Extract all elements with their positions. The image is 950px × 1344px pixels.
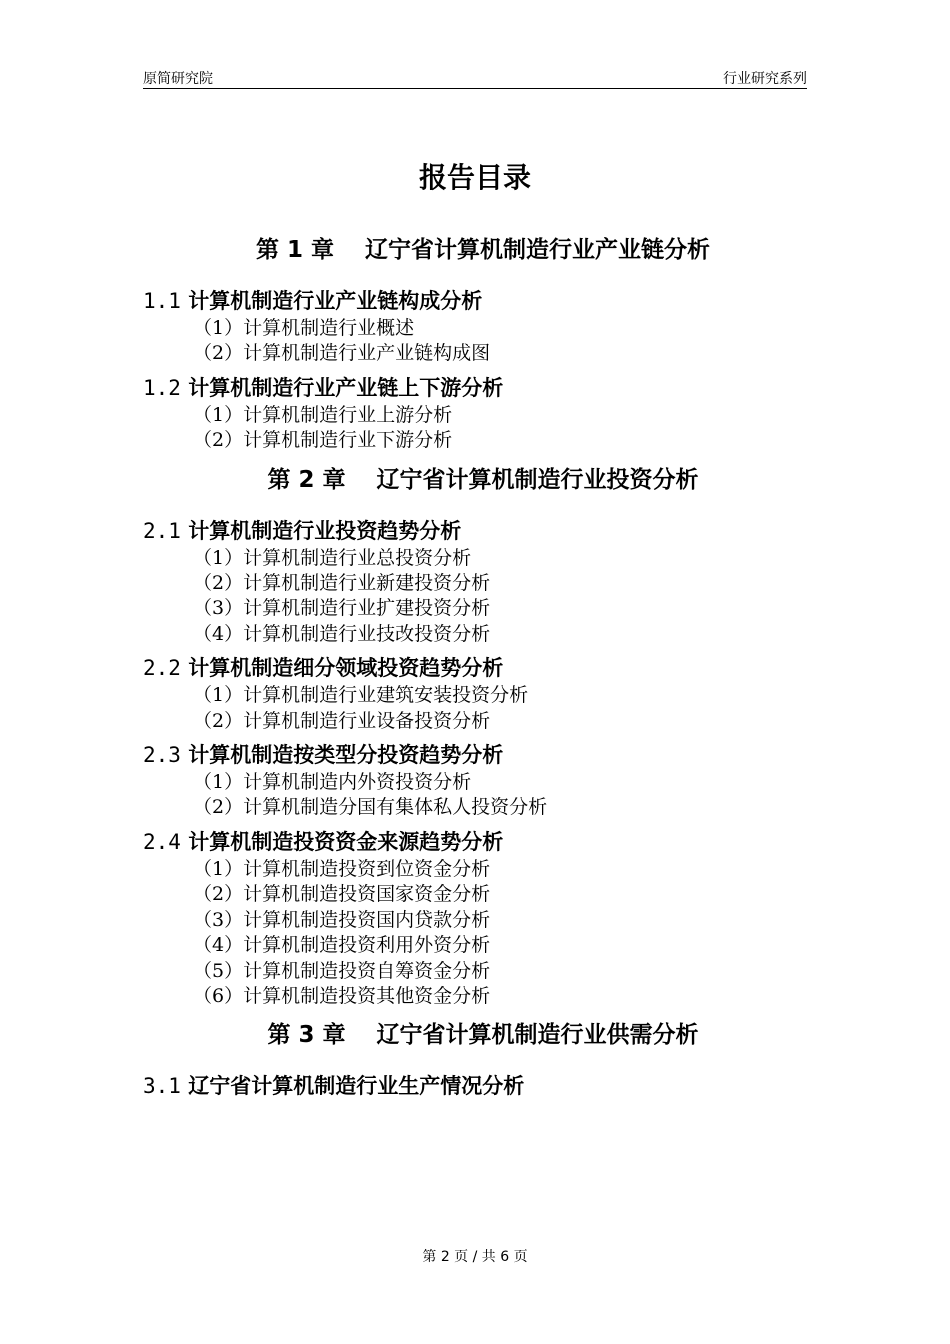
toc-item: （3）计算机制造行业扩建投资分析 [193, 597, 491, 620]
header-publisher: 原简研究院 [143, 71, 213, 87]
chapter-heading: 第 3 章 辽宁省计算机制造行业供需分析 [267, 1022, 699, 1049]
section-item-list [143, 857, 823, 1009]
toc-item: （5）计算机制造投资自筹资金分析 [193, 959, 491, 982]
toc-item: （1）计算机制造投资到位资金分析 [193, 857, 491, 880]
section-title: 计算机制造行业投资趋势分析 [188, 518, 462, 543]
section-heading [143, 653, 823, 683]
page-footer: 第 2 页 / 共 6 页 [422, 1249, 528, 1265]
section-number: 1.2 [143, 375, 181, 400]
chapter-heading: 第 1 章 辽宁省计算机制造行业产业链分析 [255, 237, 711, 263]
section-title: 计算机制造投资资金来源趋势分析 [188, 829, 504, 854]
section-number: 2.2 [143, 656, 181, 681]
section-number: 2.1 [143, 518, 181, 543]
page-header [143, 66, 807, 89]
toc-item: （2）计算机制造行业新建投资分析 [193, 572, 491, 595]
toc-item: （1）计算机制造行业上游分析 [193, 403, 453, 426]
section-heading [143, 740, 823, 770]
section-item-list [143, 683, 823, 734]
toc-item: （3）计算机制造投资国内贷款分析 [193, 908, 491, 931]
section-title: 计算机制造行业产业链上下游分析 [188, 375, 504, 400]
section-title: 计算机制造行业产业链构成分析 [188, 289, 483, 313]
toc-item: （2）计算机制造分国有集体私人投资分析 [193, 796, 548, 819]
toc-item: （2）计算机制造投资国家资金分析 [193, 883, 491, 906]
section-number: 2.4 [143, 829, 181, 854]
toc-item: （4）计算机制造投资利用外资分析 [193, 934, 491, 957]
chapter-heading: 第 2 章 辽宁省计算机制造行业投资分析 [267, 466, 699, 493]
toc-item: （6）计算机制造投资其他资金分析 [193, 984, 491, 1007]
toc-item: （4）计算机制造行业技改投资分析 [193, 622, 491, 645]
report-title: 报告目录 [418, 161, 531, 194]
section-title: 计算机制造按类型分投资趋势分析 [188, 743, 504, 768]
section-item-list [143, 770, 823, 821]
toc-item: （2）计算机制造行业下游分析 [193, 429, 453, 452]
section-title: 计算机制造细分领域投资趋势分析 [188, 656, 504, 681]
section-heading [143, 286, 823, 316]
section-number: 3.1 [143, 1074, 181, 1099]
section-number: 1.1 [143, 289, 181, 313]
section-heading [143, 373, 823, 403]
section-heading [143, 516, 823, 546]
header-series: 行业研究系列 [723, 71, 807, 87]
toc-item: （1）计算机制造行业概述 [193, 317, 415, 339]
section-title: 辽宁省计算机制造行业生产情况分析 [188, 1074, 525, 1099]
section-number: 2.3 [143, 743, 181, 768]
toc-item: （2）计算机制造行业产业链构成图 [193, 342, 491, 365]
section-item-list [143, 403, 823, 454]
toc-item: （1）计算机制造行业建筑安装投资分析 [193, 684, 529, 707]
toc-item: （1）计算机制造行业总投资分析 [193, 546, 472, 569]
toc-item: （2）计算机制造行业设备投资分析 [193, 709, 491, 732]
section-item-list [143, 316, 823, 367]
section-heading [143, 1071, 823, 1101]
section-item-list [143, 546, 823, 648]
toc-item: （1）计算机制造内外资投资分析 [193, 771, 472, 794]
section-heading [143, 827, 823, 857]
table-of-contents [143, 226, 823, 1101]
